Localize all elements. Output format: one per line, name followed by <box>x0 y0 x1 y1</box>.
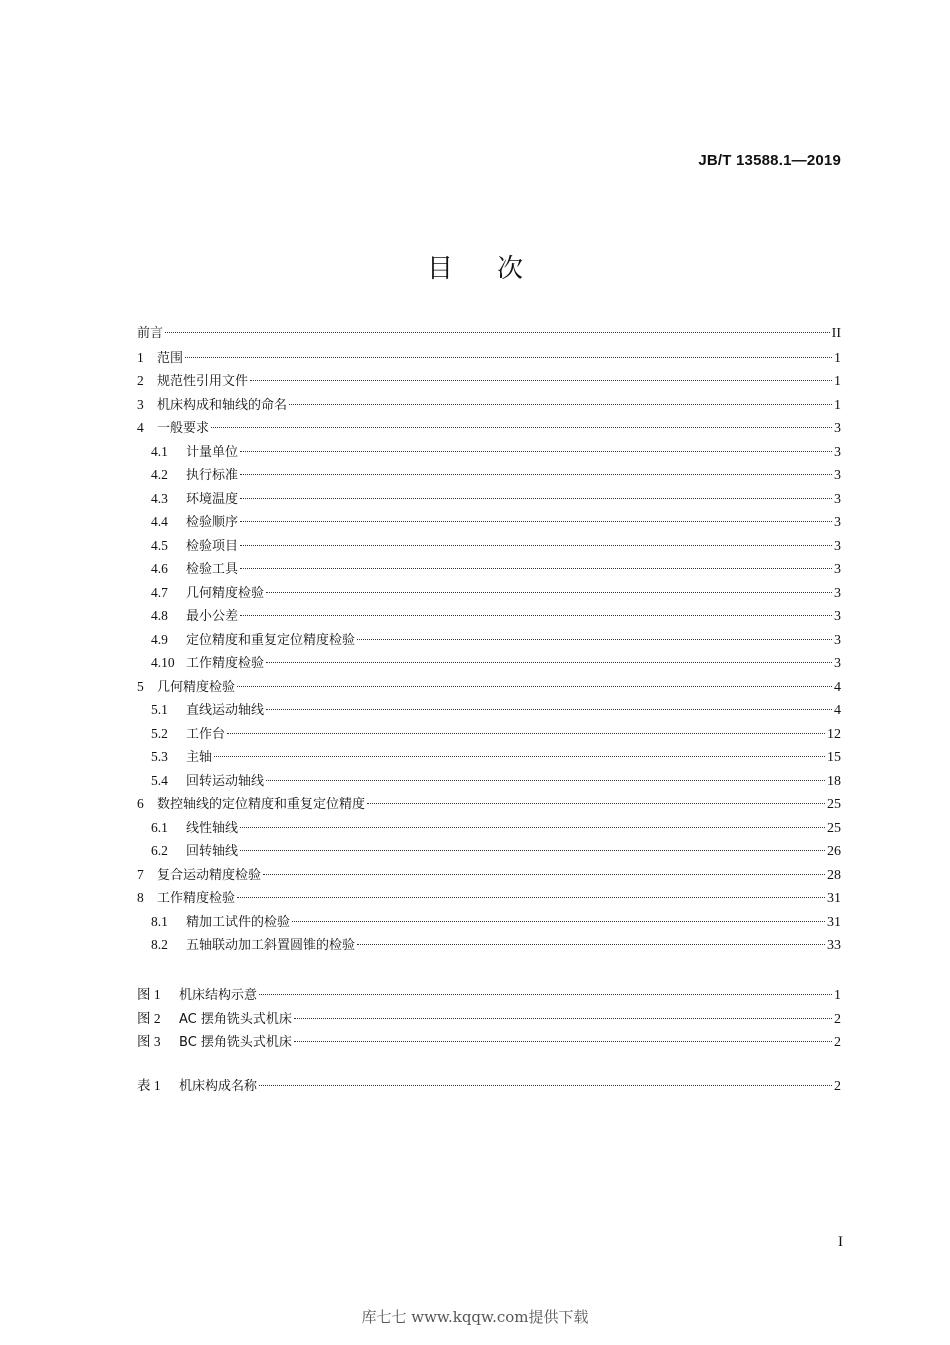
toc-entry-page: 2 <box>834 1079 841 1094</box>
dot-leader <box>292 921 825 922</box>
toc-entry[interactable] <box>137 933 841 957</box>
toc-entry-title: 线性轴线 <box>186 820 239 836</box>
toc-entry[interactable] <box>137 628 841 652</box>
toc-entry-page: 25 <box>827 820 841 836</box>
dot-leader <box>211 427 832 428</box>
dot-leader <box>357 944 825 945</box>
toc-entry[interactable] <box>137 983 841 1007</box>
page-number: I <box>838 1234 843 1250</box>
toc-entry[interactable] <box>137 816 841 840</box>
toc-entry-title: 环境温度 <box>186 491 239 507</box>
toc-entry[interactable] <box>137 792 841 816</box>
toc-entry[interactable] <box>137 581 841 605</box>
toc-entry-title: 五轴联动加工斜置圆锥的检验 <box>186 938 356 953</box>
toc-entry-page: 4 <box>834 679 841 695</box>
toc-entry-title: 工作精度检验 <box>186 656 265 671</box>
toc-entry-page: 3 <box>834 538 841 554</box>
toc-entry-title: 回转轴线 <box>186 844 239 859</box>
dot-leader <box>266 592 832 593</box>
toc-entry-number: 1 <box>137 349 144 365</box>
toc-entry-page: 3 <box>834 632 841 648</box>
toc-entry-title: 检验项目 <box>186 538 239 554</box>
dot-leader <box>240 568 832 569</box>
toc-entry-number: 8.2 <box>151 937 168 952</box>
toc-entry-title: BC 摆角铣头式机床 <box>179 1035 292 1050</box>
dot-leader <box>240 850 825 851</box>
toc-entry[interactable] <box>137 1074 841 1098</box>
toc-entry-title: 工作精度检验 <box>157 891 236 906</box>
toc-entry-number: 图 1 <box>137 987 161 1002</box>
dot-leader <box>259 994 832 995</box>
toc-entry-title: 机床结构示意 <box>179 988 258 1003</box>
toc-entry-title: 定位精度和重复定位精度检验 <box>186 632 356 648</box>
list-of-figures <box>137 983 841 1054</box>
toc-entry-page: 1 <box>834 397 841 413</box>
dot-leader <box>240 451 832 452</box>
toc-entry[interactable] <box>137 510 841 534</box>
toc-entry[interactable] <box>137 346 841 370</box>
toc-entry-number: 4.9 <box>151 631 168 647</box>
toc-entry-page: 31 <box>827 891 841 906</box>
toc-entry-title: 回转运动轴线 <box>186 773 265 789</box>
toc-entry-title: 几何精度检验 <box>186 585 265 601</box>
toc-entry-number: 6 <box>137 796 144 811</box>
dot-leader <box>266 780 825 781</box>
toc-entry-number: 4.6 <box>151 561 168 576</box>
toc-entry-title: 检验工具 <box>186 562 239 577</box>
toc-entry-page: 1 <box>834 374 841 389</box>
dot-leader <box>240 474 832 475</box>
toc-entry-number: 8.1 <box>151 913 168 929</box>
dot-leader <box>367 803 825 804</box>
toc-entry-number: 5.3 <box>151 749 168 764</box>
toc-entry-page: 25 <box>827 797 841 812</box>
toc-entry-title: 几何精度检验 <box>157 679 236 695</box>
toc-entry-page: 3 <box>834 421 841 436</box>
dot-leader <box>266 662 832 663</box>
list-of-tables <box>137 1074 841 1098</box>
toc-entry[interactable] <box>137 440 841 464</box>
toc-entry[interactable] <box>137 534 841 558</box>
toc-entry-page: 3 <box>834 585 841 601</box>
toc-entry-number: 4.7 <box>151 584 168 600</box>
toc-entry-number: 2 <box>137 373 144 388</box>
toc-entry-title: 计量单位 <box>186 444 239 460</box>
toc-entry-number: 3 <box>137 396 144 412</box>
watermark-text: 库七七 www.kqqw.com提供下载 <box>361 1308 589 1326</box>
toc-entry-number: 4.10 <box>151 655 175 670</box>
toc-entry-number: 表 1 <box>137 1078 161 1093</box>
page-title: 目次 <box>426 254 567 284</box>
toc-entry-page: 3 <box>834 656 841 671</box>
toc-entry-page: 4 <box>834 703 841 718</box>
toc-entry-title: 范围 <box>157 350 184 366</box>
standard-code: JB/T 13588.1—2019 <box>698 152 841 169</box>
dot-leader <box>263 874 825 875</box>
toc-entry-page: 3 <box>834 609 841 624</box>
toc-entry[interactable] <box>137 651 841 675</box>
dot-leader <box>357 639 832 640</box>
dot-leader <box>240 615 832 616</box>
toc-entry-page: 2 <box>834 1035 841 1050</box>
toc-entry[interactable] <box>137 322 841 346</box>
toc-entry-page: 15 <box>827 750 841 765</box>
toc-entry-title: 最小公差 <box>186 609 239 624</box>
toc-entry-title: 复合运动精度检验 <box>157 867 262 883</box>
toc-entry-page: 2 <box>834 1011 841 1027</box>
dot-leader <box>259 1085 832 1086</box>
toc-entry-number: 8 <box>137 890 144 905</box>
toc-entry-page: 28 <box>827 867 841 883</box>
dot-leader <box>289 404 832 405</box>
toc-entry-number: 4 <box>137 420 144 435</box>
toc-entry-page: 1 <box>834 350 841 366</box>
dot-leader <box>250 380 832 381</box>
dot-leader <box>240 827 825 828</box>
toc-entry-title: 主轴 <box>186 750 213 765</box>
toc-entry[interactable] <box>137 675 841 699</box>
toc-entry[interactable] <box>137 769 841 793</box>
toc-entry-number: 4.5 <box>151 537 168 553</box>
toc-entry-title: 直线运动轴线 <box>186 703 265 718</box>
toc-entry-title: AC 摆角铣头式机床 <box>179 1011 292 1027</box>
toc-entry-title: 工作台 <box>186 726 226 742</box>
toc-entry-title: 执行标准 <box>186 468 239 483</box>
toc-entry-number: 5.4 <box>151 772 168 788</box>
toc-entry-title: 前言 <box>137 326 164 341</box>
dot-leader <box>240 521 832 522</box>
toc-entry[interactable] <box>137 1007 841 1031</box>
toc-entry-number: 6.2 <box>151 843 168 858</box>
toc-entry[interactable] <box>137 369 841 393</box>
dot-leader <box>294 1041 832 1042</box>
table-of-contents <box>137 322 841 957</box>
toc-entry-title: 数控轴线的定位精度和重复定位精度 <box>157 797 366 812</box>
dot-leader <box>266 709 832 710</box>
toc-entry-page: II <box>831 326 841 341</box>
toc-entry[interactable] <box>137 393 841 417</box>
toc-entry-number: 图 2 <box>137 1010 161 1026</box>
toc-entry[interactable] <box>137 604 841 628</box>
toc-entry[interactable] <box>137 886 841 910</box>
toc-entry-number: 6.1 <box>151 819 168 835</box>
toc-entry[interactable] <box>137 910 841 934</box>
toc-entry[interactable] <box>137 839 841 863</box>
toc-entry-page: 1 <box>834 988 841 1003</box>
toc-entry-number: 4.2 <box>151 467 168 482</box>
toc-entry-number: 4.4 <box>151 514 168 529</box>
toc-entry-page: 3 <box>834 444 841 460</box>
toc-entry-title: 检验顺序 <box>186 515 239 530</box>
toc-entry[interactable] <box>137 463 841 487</box>
dot-leader <box>237 686 832 687</box>
toc-entry-title: 规范性引用文件 <box>157 374 249 389</box>
toc-entry[interactable] <box>137 745 841 769</box>
dot-leader <box>240 545 832 546</box>
toc-entry-number: 5.1 <box>151 702 168 717</box>
toc-entry-title: 一般要求 <box>157 421 210 436</box>
toc-entry[interactable] <box>137 557 841 581</box>
toc-entry-page: 3 <box>834 562 841 577</box>
dot-leader <box>237 897 825 898</box>
toc-entry[interactable] <box>137 487 841 511</box>
toc-entry-page: 12 <box>827 726 841 742</box>
toc-entry-page: 3 <box>834 515 841 530</box>
toc-entry-number: 7 <box>137 866 144 882</box>
dot-leader <box>294 1018 832 1019</box>
toc-entry-page: 26 <box>827 844 841 859</box>
toc-entry-number: 5.2 <box>151 725 168 741</box>
toc-entry[interactable] <box>137 863 841 887</box>
toc-entry[interactable] <box>137 416 841 440</box>
dot-leader <box>185 357 832 358</box>
dot-leader <box>227 733 825 734</box>
toc-entry[interactable] <box>137 722 841 746</box>
dot-leader <box>214 756 825 757</box>
toc-entry-number: 4.3 <box>151 490 168 506</box>
toc-entry-number: 5 <box>137 678 144 694</box>
toc-entry-page: 31 <box>827 914 841 930</box>
toc-entry-page: 3 <box>834 491 841 507</box>
toc-entry[interactable] <box>137 1030 841 1054</box>
toc-entry-page: 33 <box>827 938 841 953</box>
toc-entry-number: 图 3 <box>137 1034 161 1049</box>
dot-leader <box>240 498 832 499</box>
toc-entry-page: 3 <box>834 468 841 483</box>
toc-entry-number: 4.1 <box>151 443 168 459</box>
toc-entry[interactable] <box>137 698 841 722</box>
toc-entry-number: 4.8 <box>151 608 168 623</box>
dot-leader <box>165 332 830 333</box>
toc-entry-title: 机床构成名称 <box>179 1079 258 1094</box>
toc-entry-page: 18 <box>827 773 841 789</box>
toc-entry-title: 机床构成和轴线的命名 <box>157 397 288 413</box>
toc-entry-title: 精加工试件的检验 <box>186 914 291 930</box>
